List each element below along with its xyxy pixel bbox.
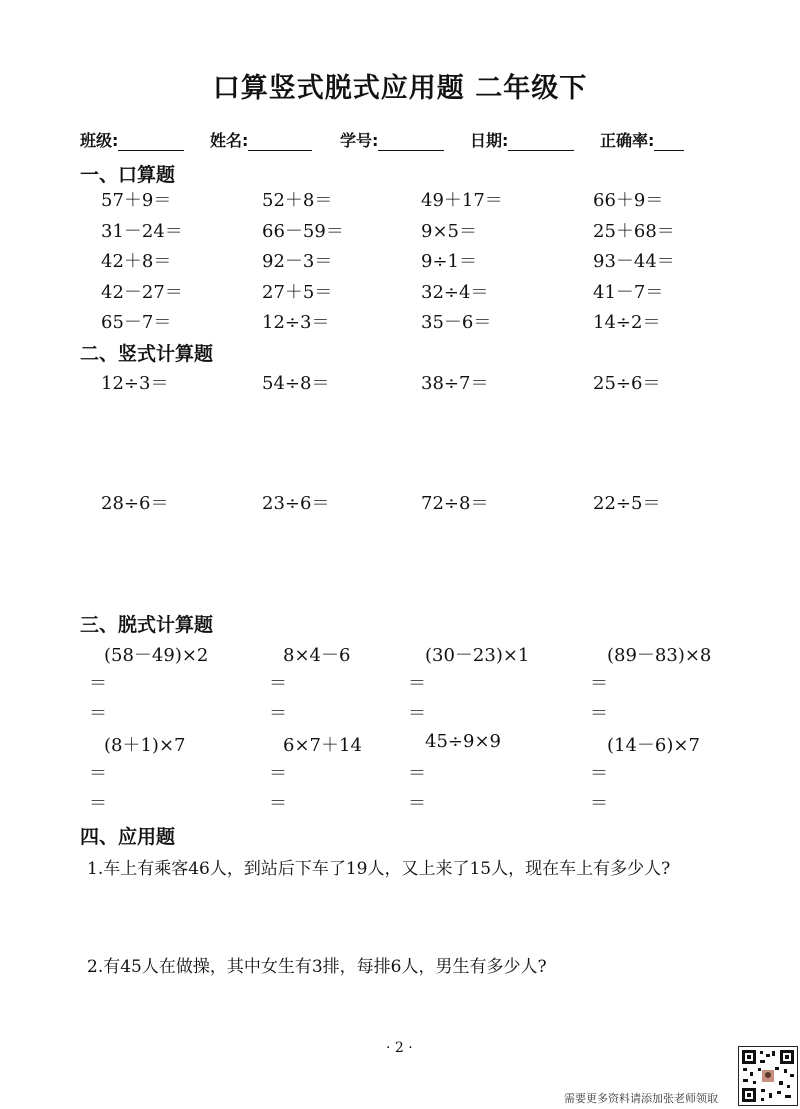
equals-sign: ＝ bbox=[408, 763, 426, 784]
class-label: 班级: bbox=[80, 131, 119, 150]
accuracy-label: 正确率: bbox=[600, 131, 655, 150]
oral-problem: 41－7＝ bbox=[593, 282, 664, 303]
class-field bbox=[80, 128, 184, 151]
oral-problem: 31－24＝ bbox=[101, 221, 183, 242]
stepwise-problem: (30－23)×1 bbox=[425, 645, 530, 666]
name-blank[interactable] bbox=[248, 134, 312, 151]
equals-sign: ＝ bbox=[269, 763, 287, 784]
vertical-problem: 23÷6＝ bbox=[262, 493, 330, 514]
equals-sign: ＝ bbox=[408, 793, 426, 814]
vertical-problem: 38÷7＝ bbox=[421, 373, 489, 394]
stepwise-problem: 45÷9×9 bbox=[425, 731, 501, 752]
oral-problem: 93－44＝ bbox=[593, 251, 675, 272]
oral-problem: 66＋9＝ bbox=[593, 190, 664, 211]
date-label: 日期: bbox=[470, 131, 509, 150]
qr-code[interactable] bbox=[738, 1046, 798, 1106]
section-vertical-heading: 二、竖式计算题 bbox=[80, 343, 214, 365]
equals-sign: ＝ bbox=[89, 673, 107, 694]
oral-problem: 27＋5＝ bbox=[262, 282, 333, 303]
word-problem-2: 2.有45人在做操，其中女生有3排，每排6人，男生有多少人? bbox=[87, 957, 547, 977]
page-number: · 2 · bbox=[386, 1040, 413, 1056]
word-problem-1: 1.车上有乘客46人，到站后下车了19人，又上来了15人，现在车上有多少人? bbox=[87, 859, 671, 879]
oral-problem: 25＋68＝ bbox=[593, 221, 675, 242]
class-blank[interactable] bbox=[118, 134, 184, 151]
oral-problem: 14÷2＝ bbox=[593, 312, 661, 333]
accuracy-field bbox=[600, 128, 684, 151]
oral-problem: 32÷4＝ bbox=[421, 282, 489, 303]
equals-sign: ＝ bbox=[590, 673, 608, 694]
vertical-problem: 54÷8＝ bbox=[262, 373, 330, 394]
oral-problem: 42－27＝ bbox=[101, 282, 183, 303]
name-field bbox=[210, 128, 312, 151]
stepwise-problem: (58－49)×2 bbox=[104, 645, 209, 666]
stepwise-problem: (89－83)×8 bbox=[607, 645, 712, 666]
qr-code-icon bbox=[739, 1047, 797, 1105]
equals-sign: ＝ bbox=[590, 703, 608, 724]
equals-sign: ＝ bbox=[269, 703, 287, 724]
stepwise-problem: (8＋1)×7 bbox=[104, 735, 186, 756]
equals-sign: ＝ bbox=[269, 793, 287, 814]
name-label: 姓名: bbox=[210, 131, 249, 150]
oral-problem: 49＋17＝ bbox=[421, 190, 503, 211]
section-word-heading: 四、应用题 bbox=[80, 826, 176, 848]
number-label: 学号: bbox=[340, 131, 379, 150]
oral-problem: 9÷1＝ bbox=[421, 251, 477, 272]
equals-sign: ＝ bbox=[269, 673, 287, 694]
section-oral-heading: 一、口算题 bbox=[80, 164, 176, 186]
vertical-problem: 25÷6＝ bbox=[593, 373, 661, 394]
accuracy-blank[interactable] bbox=[654, 134, 684, 151]
section-stepwise-heading: 三、脱式计算题 bbox=[80, 614, 214, 636]
oral-problem: 9×5＝ bbox=[421, 221, 477, 242]
date-blank[interactable] bbox=[508, 134, 574, 151]
oral-problem: 65－7＝ bbox=[101, 312, 172, 333]
vertical-problem: 22÷5＝ bbox=[593, 493, 661, 514]
number-field bbox=[340, 128, 444, 151]
number-blank[interactable] bbox=[378, 134, 444, 151]
equals-sign: ＝ bbox=[590, 793, 608, 814]
date-field bbox=[470, 128, 574, 151]
oral-problem: 57＋9＝ bbox=[101, 190, 172, 211]
equals-sign: ＝ bbox=[89, 763, 107, 784]
equals-sign: ＝ bbox=[89, 793, 107, 814]
page-title: 口算竖式脱式应用题 二年级下 bbox=[212, 73, 588, 104]
equals-sign: ＝ bbox=[408, 703, 426, 724]
oral-problem: 12÷3＝ bbox=[262, 312, 330, 333]
oral-problem: 52＋8＝ bbox=[262, 190, 333, 211]
equals-sign: ＝ bbox=[89, 703, 107, 724]
stepwise-problem: 6×7＋14 bbox=[283, 735, 362, 756]
oral-problem: 66－59＝ bbox=[262, 221, 344, 242]
oral-problem: 42＋8＝ bbox=[101, 251, 172, 272]
vertical-problem: 28÷6＝ bbox=[101, 493, 169, 514]
oral-problem: 35－6＝ bbox=[421, 312, 492, 333]
vertical-problem: 12÷3＝ bbox=[101, 373, 169, 394]
stepwise-problem: (14－6)×7 bbox=[607, 735, 700, 756]
footer-note: 需要更多资料请添加张老师领取 bbox=[564, 1092, 718, 1105]
equals-sign: ＝ bbox=[590, 763, 608, 784]
equals-sign: ＝ bbox=[408, 673, 426, 694]
oral-problem: 92－3＝ bbox=[262, 251, 333, 272]
vertical-problem: 72÷8＝ bbox=[421, 493, 489, 514]
stepwise-problem: 8×4－6 bbox=[283, 645, 351, 666]
